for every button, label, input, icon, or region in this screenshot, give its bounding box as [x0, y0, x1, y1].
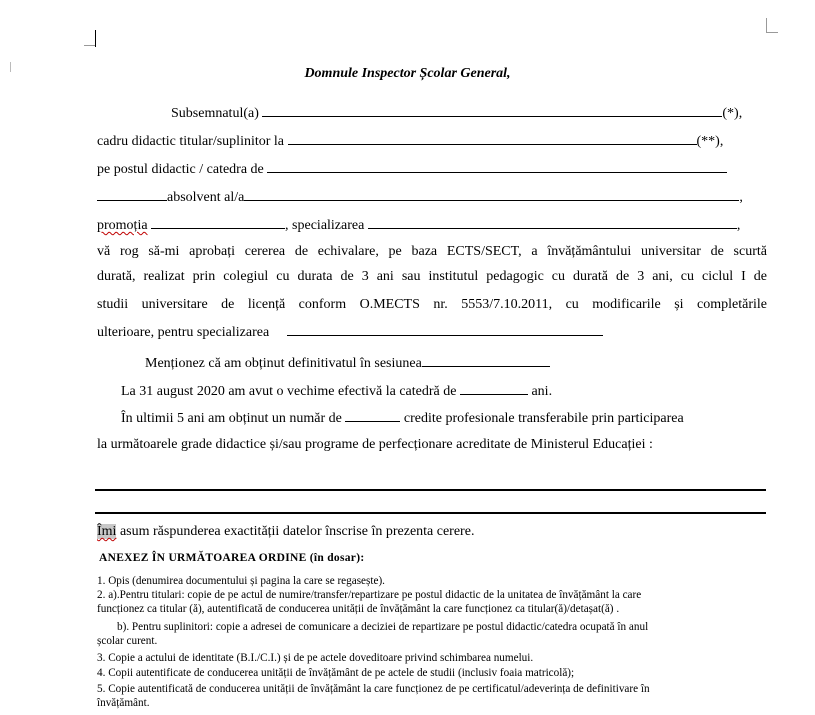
annex-item-5-cont: învățământ.: [97, 697, 150, 709]
label-promotia: promoția: [97, 218, 148, 233]
responsibility-line: [97, 524, 474, 540]
form-line-graduate: [97, 188, 743, 206]
annex-item-5: 5. Copie autentificată de conducerea unității de învățământ la care funcționez de pe certificatul/adeverința de definitivare în: [97, 683, 650, 695]
label-definitivat: Menționez că am obținut definitivatul în sesiunea: [145, 356, 422, 371]
suffix: (**),: [696, 134, 724, 149]
highlight-word: Îmi: [97, 524, 117, 539]
graduate-blank-left[interactable]: [97, 188, 167, 201]
suffix: ,: [736, 218, 741, 233]
fill-line-1[interactable]: [95, 489, 766, 491]
label-subsemnatul: Subsemnatul(a): [171, 106, 259, 121]
annex-item-2a: 2. a).Pentru titulari: copie de pe actul de numire/transfer/repartizare pe postul didactic de la unitatea de învățământ la care: [97, 589, 642, 601]
form-line-school: [97, 132, 723, 150]
label-cadru: cadru didactic titular/suplinitor la: [97, 134, 284, 149]
annex-item-1: 1. Opis (denumirea documentului și pagina la care se regasește).: [97, 575, 385, 587]
label-specializarea: , specializarea: [285, 218, 365, 233]
label-post: pe postul didactic / catedra de: [97, 162, 264, 177]
label-absolvent: absolvent al/a: [167, 190, 245, 205]
form-line-name: [171, 104, 742, 122]
spec-blank[interactable]: [368, 216, 737, 229]
years-blank[interactable]: [460, 382, 528, 395]
annex-item-3: 3. Copie a actului de identitate (B.I./C.I.) și de pe actele doveditoare privind schimbarea numelui.: [97, 652, 534, 664]
body-line-1: vă rog să-mi aprobați cererea de echivalare, pe baza ECTS/SECT, a învățământului universitar de scurtă: [97, 244, 767, 259]
annex-title: ANEXEZ ÎN URMĂTOAREA ORDINE (în dosar):: [99, 552, 365, 564]
specialization-blank[interactable]: [287, 323, 603, 336]
label-spec: ulterioare, pentru specializarea: [97, 325, 270, 340]
session-blank[interactable]: [422, 354, 550, 367]
annex-item-2a-cont: funcționez ca titular (ă), autentificată de conducerea unității de învățământ la care funcționez ca titular(ă)/detașat(ă) .: [97, 603, 620, 615]
form-line-promo: [97, 216, 740, 234]
text-cursor: [95, 30, 96, 47]
suffix: (*),: [722, 106, 743, 121]
body-line-programe: la următoarele grade didactice și/sau programe de perfecționare acreditate de Ministerul Educației :: [97, 437, 653, 452]
body-line-2: durată, realizat prin colegiul cu durata de 3 ani sau institutul pedagogic cu durată de 3 ani, cu ciclul I de: [97, 269, 767, 284]
graduate-blank[interactable]: [244, 188, 739, 201]
document-title: Domnule Inspector Școlar General,: [304, 66, 511, 81]
body-line-credite: [121, 409, 684, 427]
name-blank[interactable]: [262, 104, 722, 117]
promo-blank[interactable]: [151, 216, 285, 229]
annex-item-2b-cont: școlar curent.: [97, 635, 158, 647]
label-credite-rest: credite profesionale transferabile prin participarea: [403, 411, 684, 426]
body-line-3: studii universitare de licență conform O.MECTS nr. 5553/7.10.2011, cu modificarile și completările: [97, 297, 767, 312]
label-vechime: La 31 august 2020 am avut o vechime efectivă la catedră de: [121, 384, 457, 399]
suffix: ,: [739, 190, 743, 205]
annex-item-4: 4. Copii autentificate de conducerea unității de învățământ de pe actele de studii (inclusiv foaia matricolă);: [97, 667, 575, 679]
body-line-4: [97, 323, 603, 341]
credits-blank[interactable]: [345, 409, 400, 422]
form-line-post: [97, 160, 727, 178]
label-credite: În ultimii 5 ani am obținut un număr de: [121, 411, 342, 426]
page-corner-mark-right: [766, 18, 778, 33]
annex-item-2b: b). Pentru suplinitori: copie a adresei de comunicare a deciziei de repartizare pe postul didactic/catedra ocupată în anul: [117, 621, 649, 633]
label-ani: ani.: [531, 384, 553, 399]
post-blank[interactable]: [267, 160, 727, 173]
body-line-definitivat: [145, 354, 550, 372]
fill-line-2[interactable]: [95, 512, 766, 514]
school-blank[interactable]: [288, 132, 697, 145]
body-line-vechime: [121, 382, 552, 400]
responsibility-text: asum răspunderea exactității datelor înscrise în prezenta cerere.: [116, 524, 475, 539]
